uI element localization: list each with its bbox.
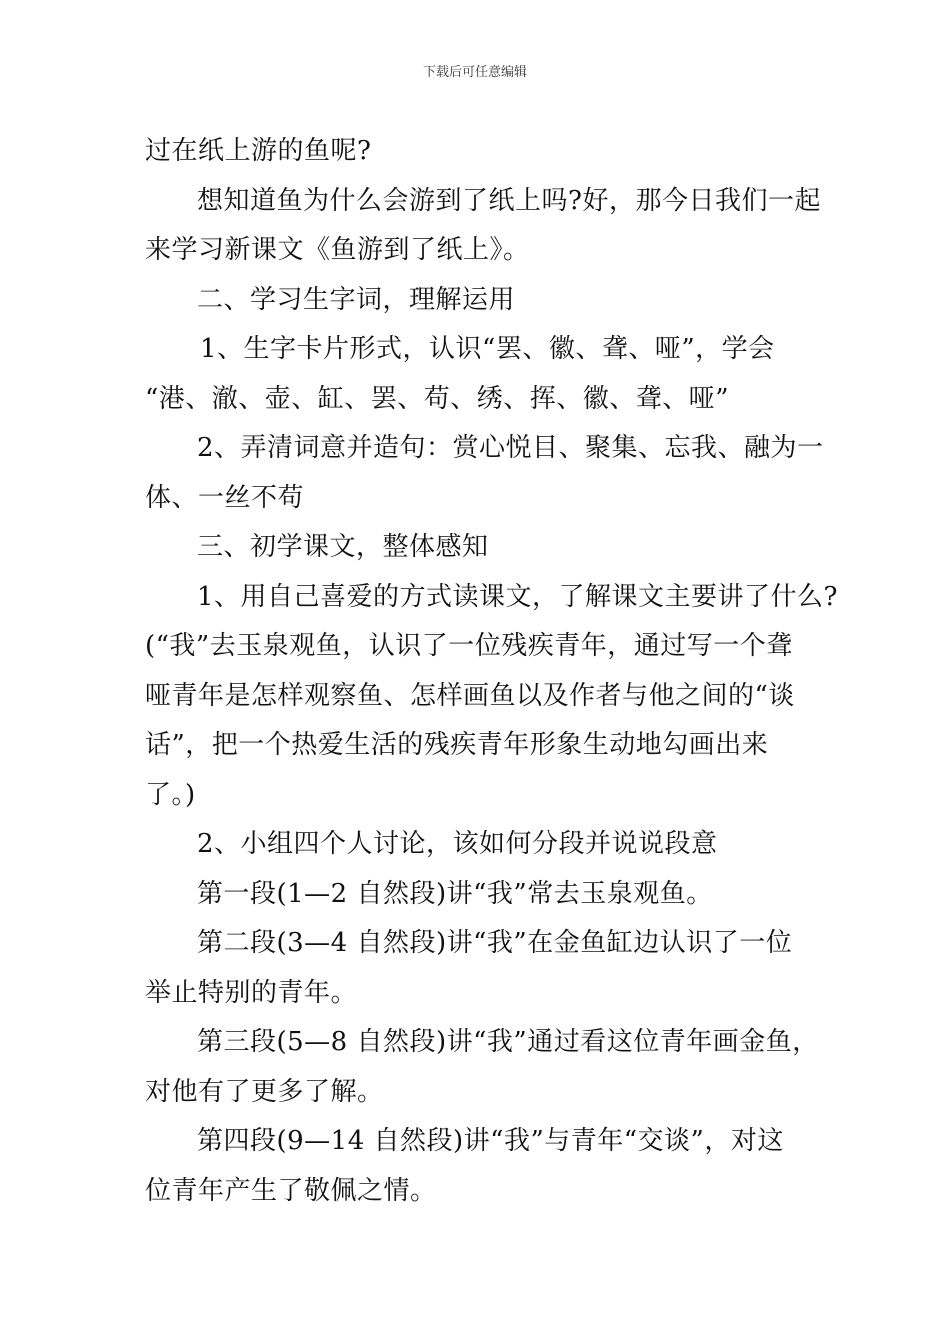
text-line-8: 体、一丝不苟 bbox=[145, 482, 305, 513]
section-heading-3: 三、初学课文，整体感知 bbox=[197, 532, 489, 562]
text-line-5: 1、生字卡片形式，认识“罢、徽、聋、哑”，学会 bbox=[200, 334, 775, 364]
text-line-1: 过在纸上游的鱼呢? bbox=[145, 136, 372, 166]
text-line-10: 1、用自己喜爱的方式读课文，了解课文主要讲了什么? bbox=[197, 581, 838, 612]
text-line-12: 哑青年是怎样观察鱼、怎样画鱼以及作者与他之间的“谈 bbox=[145, 680, 795, 711]
text-line-11: (“我”去玉泉观鱼，认识了一位残疾青年，通过写一个聋 bbox=[145, 631, 793, 661]
text-line-6: “港、澈、壶、缸、罢、苟、绣、挥、徽、聋、哑” bbox=[145, 383, 730, 414]
text-line-2: 想知道鱼为什么会游到了纸上吗?好，那今日我们一起 bbox=[197, 185, 821, 216]
text-line-16: 第一段(1—2 自然段)讲“我”常去玉泉观鱼。 bbox=[197, 878, 713, 909]
page-header: 下载后可任意编辑 bbox=[422, 65, 527, 80]
section-heading-2: 二、学习生字词，理解运用 bbox=[197, 284, 516, 315]
document-body bbox=[145, 127, 838, 1216]
text-line-18: 举止特别的青年。 bbox=[145, 977, 358, 1008]
text-line-13: 话”，把一个热爱生活的残疾青年形象生动地勾画出来 bbox=[145, 730, 769, 760]
text-line-3: 来学习新课文《鱼游到了纸上》。 bbox=[145, 235, 530, 265]
text-line-22: 位青年产生了敬佩之情。 bbox=[145, 1175, 437, 1206]
text-line-7: 2、弄清词意并造句：赏心悦目、聚集、忘我、融为一 bbox=[197, 433, 824, 463]
text-line-19: 第三段(5—8 自然段)讲“我”通过看这位青年画金鱼， bbox=[197, 1027, 819, 1057]
text-line-17: 第二段(3—4 自然段)讲“我”在金鱼缸边认识了一位 bbox=[197, 928, 793, 958]
text-line-21: 第四段(9—14 自然段)讲“我”与青年“交谈”，对这 bbox=[197, 1126, 784, 1156]
text-line-15: 2、小组四个人讨论，该如何分段并说说段意 bbox=[197, 829, 718, 859]
text-line-20: 对他有了更多了解。 bbox=[145, 1076, 384, 1107]
text-line-14: 了。) bbox=[145, 779, 196, 810]
